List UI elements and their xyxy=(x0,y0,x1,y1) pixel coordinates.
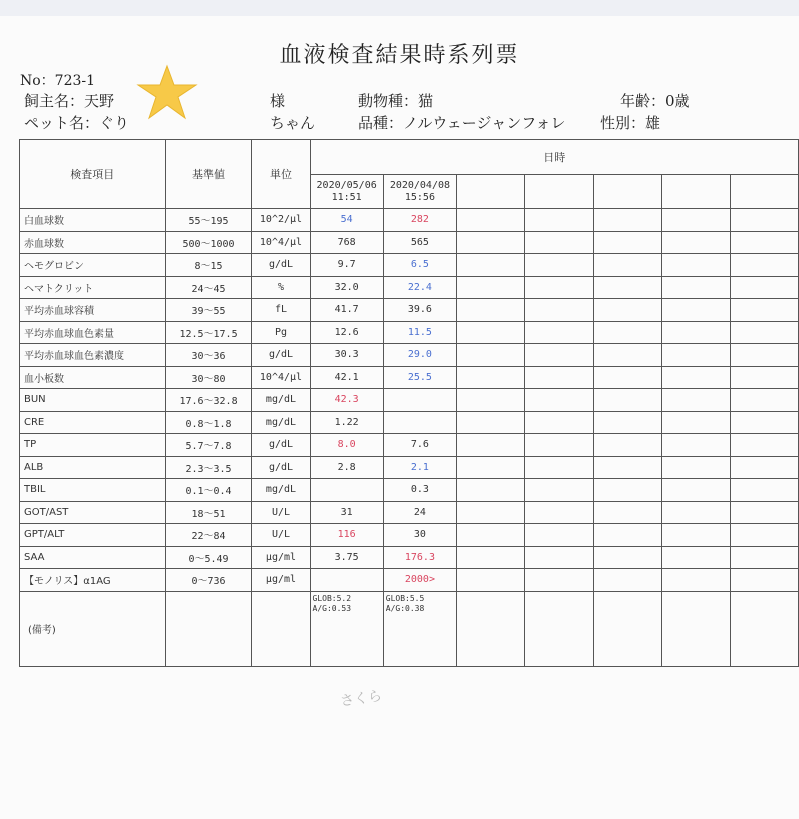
note-2 xyxy=(383,591,456,666)
item-name-cell: 白血球数 xyxy=(20,209,166,232)
empty-cell xyxy=(730,411,798,434)
remarks-cell xyxy=(252,591,310,666)
empty-cell xyxy=(662,254,730,277)
unit-cell: mg/dL xyxy=(252,479,310,502)
empty-cell xyxy=(593,366,661,389)
reference-cell: 500〜1000 xyxy=(165,231,252,254)
table-row xyxy=(20,276,799,299)
empty-cell xyxy=(662,456,730,479)
value-cell-2: 24 xyxy=(383,501,456,524)
value-cell-2: 2.1 xyxy=(383,456,456,479)
item-name-cell: ヘマトクリット xyxy=(20,276,166,299)
table-row xyxy=(20,321,799,344)
empty-cell xyxy=(730,524,798,547)
remarks-cell xyxy=(730,591,798,666)
empty-cell xyxy=(730,479,798,502)
value-cell-1: 768 xyxy=(310,231,383,254)
date-column-empty xyxy=(593,175,661,209)
item-name-cell: TBIL xyxy=(20,479,166,502)
empty-cell xyxy=(457,276,525,299)
date-column-1 xyxy=(310,175,383,209)
pet-honorific: ちゃん xyxy=(270,114,316,132)
value-cell-2: 30 xyxy=(383,524,456,547)
date-column-2 xyxy=(383,175,456,209)
owner-name: 飼主名：天野 xyxy=(24,92,115,110)
table-row xyxy=(20,254,799,277)
note-2-glob: GLOB:5.5 xyxy=(385,593,425,603)
reference-cell: 0〜5.49 xyxy=(165,546,252,569)
table-row xyxy=(20,501,799,524)
empty-cell xyxy=(593,479,661,502)
sex: 性別：雄 xyxy=(600,114,661,132)
empty-cell xyxy=(457,434,525,457)
pencil-scribble: さくら xyxy=(339,688,384,710)
empty-cell xyxy=(525,456,593,479)
table-row xyxy=(20,524,799,547)
empty-cell xyxy=(457,344,525,367)
value-cell-1: 116 xyxy=(310,524,383,547)
reference-cell: 8〜15 xyxy=(165,254,252,277)
value-cell-2: 39.6 xyxy=(383,299,456,322)
top-band xyxy=(0,0,799,16)
empty-cell xyxy=(525,276,593,299)
reference-cell: 24〜45 xyxy=(165,276,252,299)
unit-cell: g/dL xyxy=(252,456,310,479)
empty-cell xyxy=(662,501,730,524)
unit-cell: g/dL xyxy=(252,434,310,457)
empty-cell xyxy=(525,209,593,232)
breed: 品種：ノルウェージャンフォレ xyxy=(358,114,566,132)
empty-cell xyxy=(457,209,525,232)
note-1 xyxy=(310,591,383,666)
empty-cell xyxy=(525,321,593,344)
owner-honorific: 様 xyxy=(270,92,286,110)
empty-cell xyxy=(525,366,593,389)
remarks-cell xyxy=(525,591,593,666)
item-name-cell: 平均赤血球容積 xyxy=(20,299,166,322)
unit-cell: U/L xyxy=(252,501,310,524)
value-cell-1: 42.3 xyxy=(310,389,383,412)
empty-cell xyxy=(593,209,661,232)
empty-cell xyxy=(593,321,661,344)
remarks-label: (備考) xyxy=(20,591,166,666)
item-name-cell: SAA xyxy=(20,546,166,569)
value-cell-1: 3.75 xyxy=(310,546,383,569)
unit-cell: 10^2/μl xyxy=(252,209,310,232)
item-name-cell: 赤血球数 xyxy=(20,231,166,254)
reference-cell: 0.8〜1.8 xyxy=(165,411,252,434)
empty-cell xyxy=(457,231,525,254)
value-cell-1: 42.1 xyxy=(310,366,383,389)
species: 動物種：猫 xyxy=(358,92,434,110)
item-name-cell: ヘモグロビン xyxy=(20,254,166,277)
empty-cell xyxy=(457,389,525,412)
empty-cell xyxy=(457,321,525,344)
record-number: No：723-1 xyxy=(20,73,96,89)
value-cell-2: 0.3 xyxy=(383,479,456,502)
table-row xyxy=(20,389,799,412)
remarks-cell xyxy=(593,591,661,666)
value-cell-1: 1.22 xyxy=(310,411,383,434)
empty-cell xyxy=(662,434,730,457)
empty-cell xyxy=(730,254,798,277)
reference-cell: 2.3〜3.5 xyxy=(165,456,252,479)
note-1-ag: A/G:0.53 xyxy=(312,603,352,613)
table-row xyxy=(20,411,799,434)
value-cell-2: 7.6 xyxy=(383,434,456,457)
date-column-empty xyxy=(525,175,593,209)
value-cell-1: 32.0 xyxy=(310,276,383,299)
remarks-cell xyxy=(457,591,525,666)
empty-cell xyxy=(525,344,593,367)
note-1-glob: GLOB:5.2 xyxy=(312,593,352,603)
empty-cell xyxy=(525,569,593,592)
reference-cell: 55〜195 xyxy=(165,209,252,232)
unit-cell: 10^4/μl xyxy=(252,231,310,254)
empty-cell xyxy=(525,389,593,412)
reference-cell: 17.6〜32.8 xyxy=(165,389,252,412)
empty-cell xyxy=(593,569,661,592)
item-name-cell: 血小板数 xyxy=(20,366,166,389)
empty-cell xyxy=(593,299,661,322)
item-name-cell: 【モノリス】α1AG xyxy=(20,569,166,592)
empty-cell xyxy=(525,299,593,322)
table-row xyxy=(20,569,799,592)
reference-cell: 30〜80 xyxy=(165,366,252,389)
table-row xyxy=(20,546,799,569)
value-cell-1: 54 xyxy=(310,209,383,232)
empty-cell xyxy=(662,299,730,322)
empty-cell xyxy=(593,524,661,547)
empty-cell xyxy=(730,209,798,232)
value-cell-2: 565 xyxy=(383,231,456,254)
unit-cell: mg/dL xyxy=(252,411,310,434)
date-column-empty xyxy=(457,175,525,209)
empty-cell xyxy=(457,524,525,547)
item-name-cell: 平均赤血球血色素濃度 xyxy=(20,344,166,367)
item-name-cell: BUN xyxy=(20,389,166,412)
unit-cell: % xyxy=(252,276,310,299)
table-row xyxy=(20,299,799,322)
unit-cell: mg/dL xyxy=(252,389,310,412)
unit-cell: Pg xyxy=(252,321,310,344)
empty-cell xyxy=(457,501,525,524)
date-column-empty xyxy=(662,175,730,209)
note-2-ag: A/G:0.38 xyxy=(385,603,425,613)
age: 年齢：0歳 xyxy=(620,92,690,110)
empty-cell xyxy=(730,456,798,479)
empty-cell xyxy=(525,479,593,502)
empty-cell xyxy=(593,546,661,569)
value-cell-1: 41.7 xyxy=(310,299,383,322)
empty-cell xyxy=(457,569,525,592)
unit-cell: μg/ml xyxy=(252,569,310,592)
empty-cell xyxy=(525,501,593,524)
value-cell-1: 2.8 xyxy=(310,456,383,479)
reference-cell: 39〜55 xyxy=(165,299,252,322)
unit-cell: g/dL xyxy=(252,344,310,367)
empty-cell xyxy=(525,546,593,569)
empty-cell xyxy=(662,546,730,569)
item-name-cell: GOT/AST xyxy=(20,501,166,524)
value-cell-2 xyxy=(383,411,456,434)
empty-cell xyxy=(662,321,730,344)
value-cell-2 xyxy=(383,389,456,412)
empty-cell xyxy=(730,501,798,524)
unit-cell: μg/ml xyxy=(252,546,310,569)
empty-cell xyxy=(730,276,798,299)
table-row xyxy=(20,344,799,367)
report-title: 血液検査結果時系列票 xyxy=(279,43,520,68)
empty-cell xyxy=(730,321,798,344)
table-row xyxy=(20,366,799,389)
empty-cell xyxy=(593,434,661,457)
reference-cell: 0〜736 xyxy=(165,569,252,592)
empty-cell xyxy=(457,411,525,434)
header-unit: 単位 xyxy=(252,140,310,209)
time-1: 11:51 xyxy=(331,191,362,203)
unit-cell: g/dL xyxy=(252,254,310,277)
empty-cell xyxy=(730,366,798,389)
value-cell-1: 8.0 xyxy=(310,434,383,457)
empty-cell xyxy=(525,411,593,434)
empty-cell xyxy=(662,366,730,389)
empty-cell xyxy=(593,456,661,479)
item-name-cell: GPT/ALT xyxy=(20,524,166,547)
empty-cell xyxy=(593,276,661,299)
remarks-cell xyxy=(662,591,730,666)
empty-cell xyxy=(662,209,730,232)
empty-cell xyxy=(730,299,798,322)
empty-cell xyxy=(662,479,730,502)
empty-cell xyxy=(525,524,593,547)
time-2: 15:56 xyxy=(404,191,435,203)
lab-results-table xyxy=(19,139,799,667)
empty-cell xyxy=(593,411,661,434)
empty-cell xyxy=(457,254,525,277)
empty-cell xyxy=(457,479,525,502)
table-row xyxy=(20,209,799,232)
item-name-cell: ALB xyxy=(20,456,166,479)
reference-cell: 12.5〜17.5 xyxy=(165,321,252,344)
empty-cell xyxy=(730,231,798,254)
value-cell-1: 31 xyxy=(310,501,383,524)
empty-cell xyxy=(525,231,593,254)
value-cell-2: 11.5 xyxy=(383,321,456,344)
empty-cell xyxy=(662,231,730,254)
item-name-cell: TP xyxy=(20,434,166,457)
reference-cell: 5.7〜7.8 xyxy=(165,434,252,457)
empty-cell xyxy=(593,254,661,277)
empty-cell xyxy=(593,344,661,367)
unit-cell: 10^4/μl xyxy=(252,366,310,389)
table-row xyxy=(20,479,799,502)
date-1: 2020/05/06 xyxy=(316,179,377,191)
header-reference: 基準値 xyxy=(165,140,252,209)
empty-cell xyxy=(662,524,730,547)
empty-cell xyxy=(457,366,525,389)
empty-cell xyxy=(662,411,730,434)
empty-cell xyxy=(457,456,525,479)
empty-cell xyxy=(593,501,661,524)
table-row xyxy=(20,456,799,479)
empty-cell xyxy=(593,231,661,254)
date-column-empty xyxy=(730,175,798,209)
pet-name: ペット名：ぐり xyxy=(24,114,130,132)
value-cell-2: 282 xyxy=(383,209,456,232)
empty-cell xyxy=(730,434,798,457)
value-cell-2: 25.5 xyxy=(383,366,456,389)
header-date: 日時 xyxy=(310,140,799,175)
table-row xyxy=(20,231,799,254)
value-cell-2: 29.0 xyxy=(383,344,456,367)
value-cell-1: 9.7 xyxy=(310,254,383,277)
empty-cell xyxy=(525,254,593,277)
value-cell-2: 2000> xyxy=(383,569,456,592)
value-cell-2: 176.3 xyxy=(383,546,456,569)
reference-cell: 30〜36 xyxy=(165,344,252,367)
empty-cell xyxy=(730,389,798,412)
reference-cell: 0.1〜0.4 xyxy=(165,479,252,502)
empty-cell xyxy=(457,546,525,569)
value-cell-1 xyxy=(310,479,383,502)
value-cell-1: 30.3 xyxy=(310,344,383,367)
reference-cell: 22〜84 xyxy=(165,524,252,547)
remarks-cell xyxy=(165,591,252,666)
value-cell-1: 12.6 xyxy=(310,321,383,344)
empty-cell xyxy=(662,389,730,412)
item-name-cell: CRE xyxy=(20,411,166,434)
empty-cell xyxy=(730,569,798,592)
date-2: 2020/04/08 xyxy=(389,179,451,191)
empty-cell xyxy=(662,569,730,592)
header-item: 検査項目 xyxy=(20,140,166,209)
table-row xyxy=(20,434,799,457)
empty-cell xyxy=(662,276,730,299)
star-sticker-icon xyxy=(136,64,198,120)
value-cell-2: 6.5 xyxy=(383,254,456,277)
empty-cell xyxy=(662,344,730,367)
empty-cell xyxy=(730,344,798,367)
value-cell-2: 22.4 xyxy=(383,276,456,299)
value-cell-1 xyxy=(310,569,383,592)
empty-cell xyxy=(730,546,798,569)
empty-cell xyxy=(525,434,593,457)
item-name-cell: 平均赤血球血色素量 xyxy=(20,321,166,344)
unit-cell: U/L xyxy=(252,524,310,547)
empty-cell xyxy=(593,389,661,412)
unit-cell: fL xyxy=(252,299,310,322)
empty-cell xyxy=(457,299,525,322)
reference-cell: 18〜51 xyxy=(165,501,252,524)
